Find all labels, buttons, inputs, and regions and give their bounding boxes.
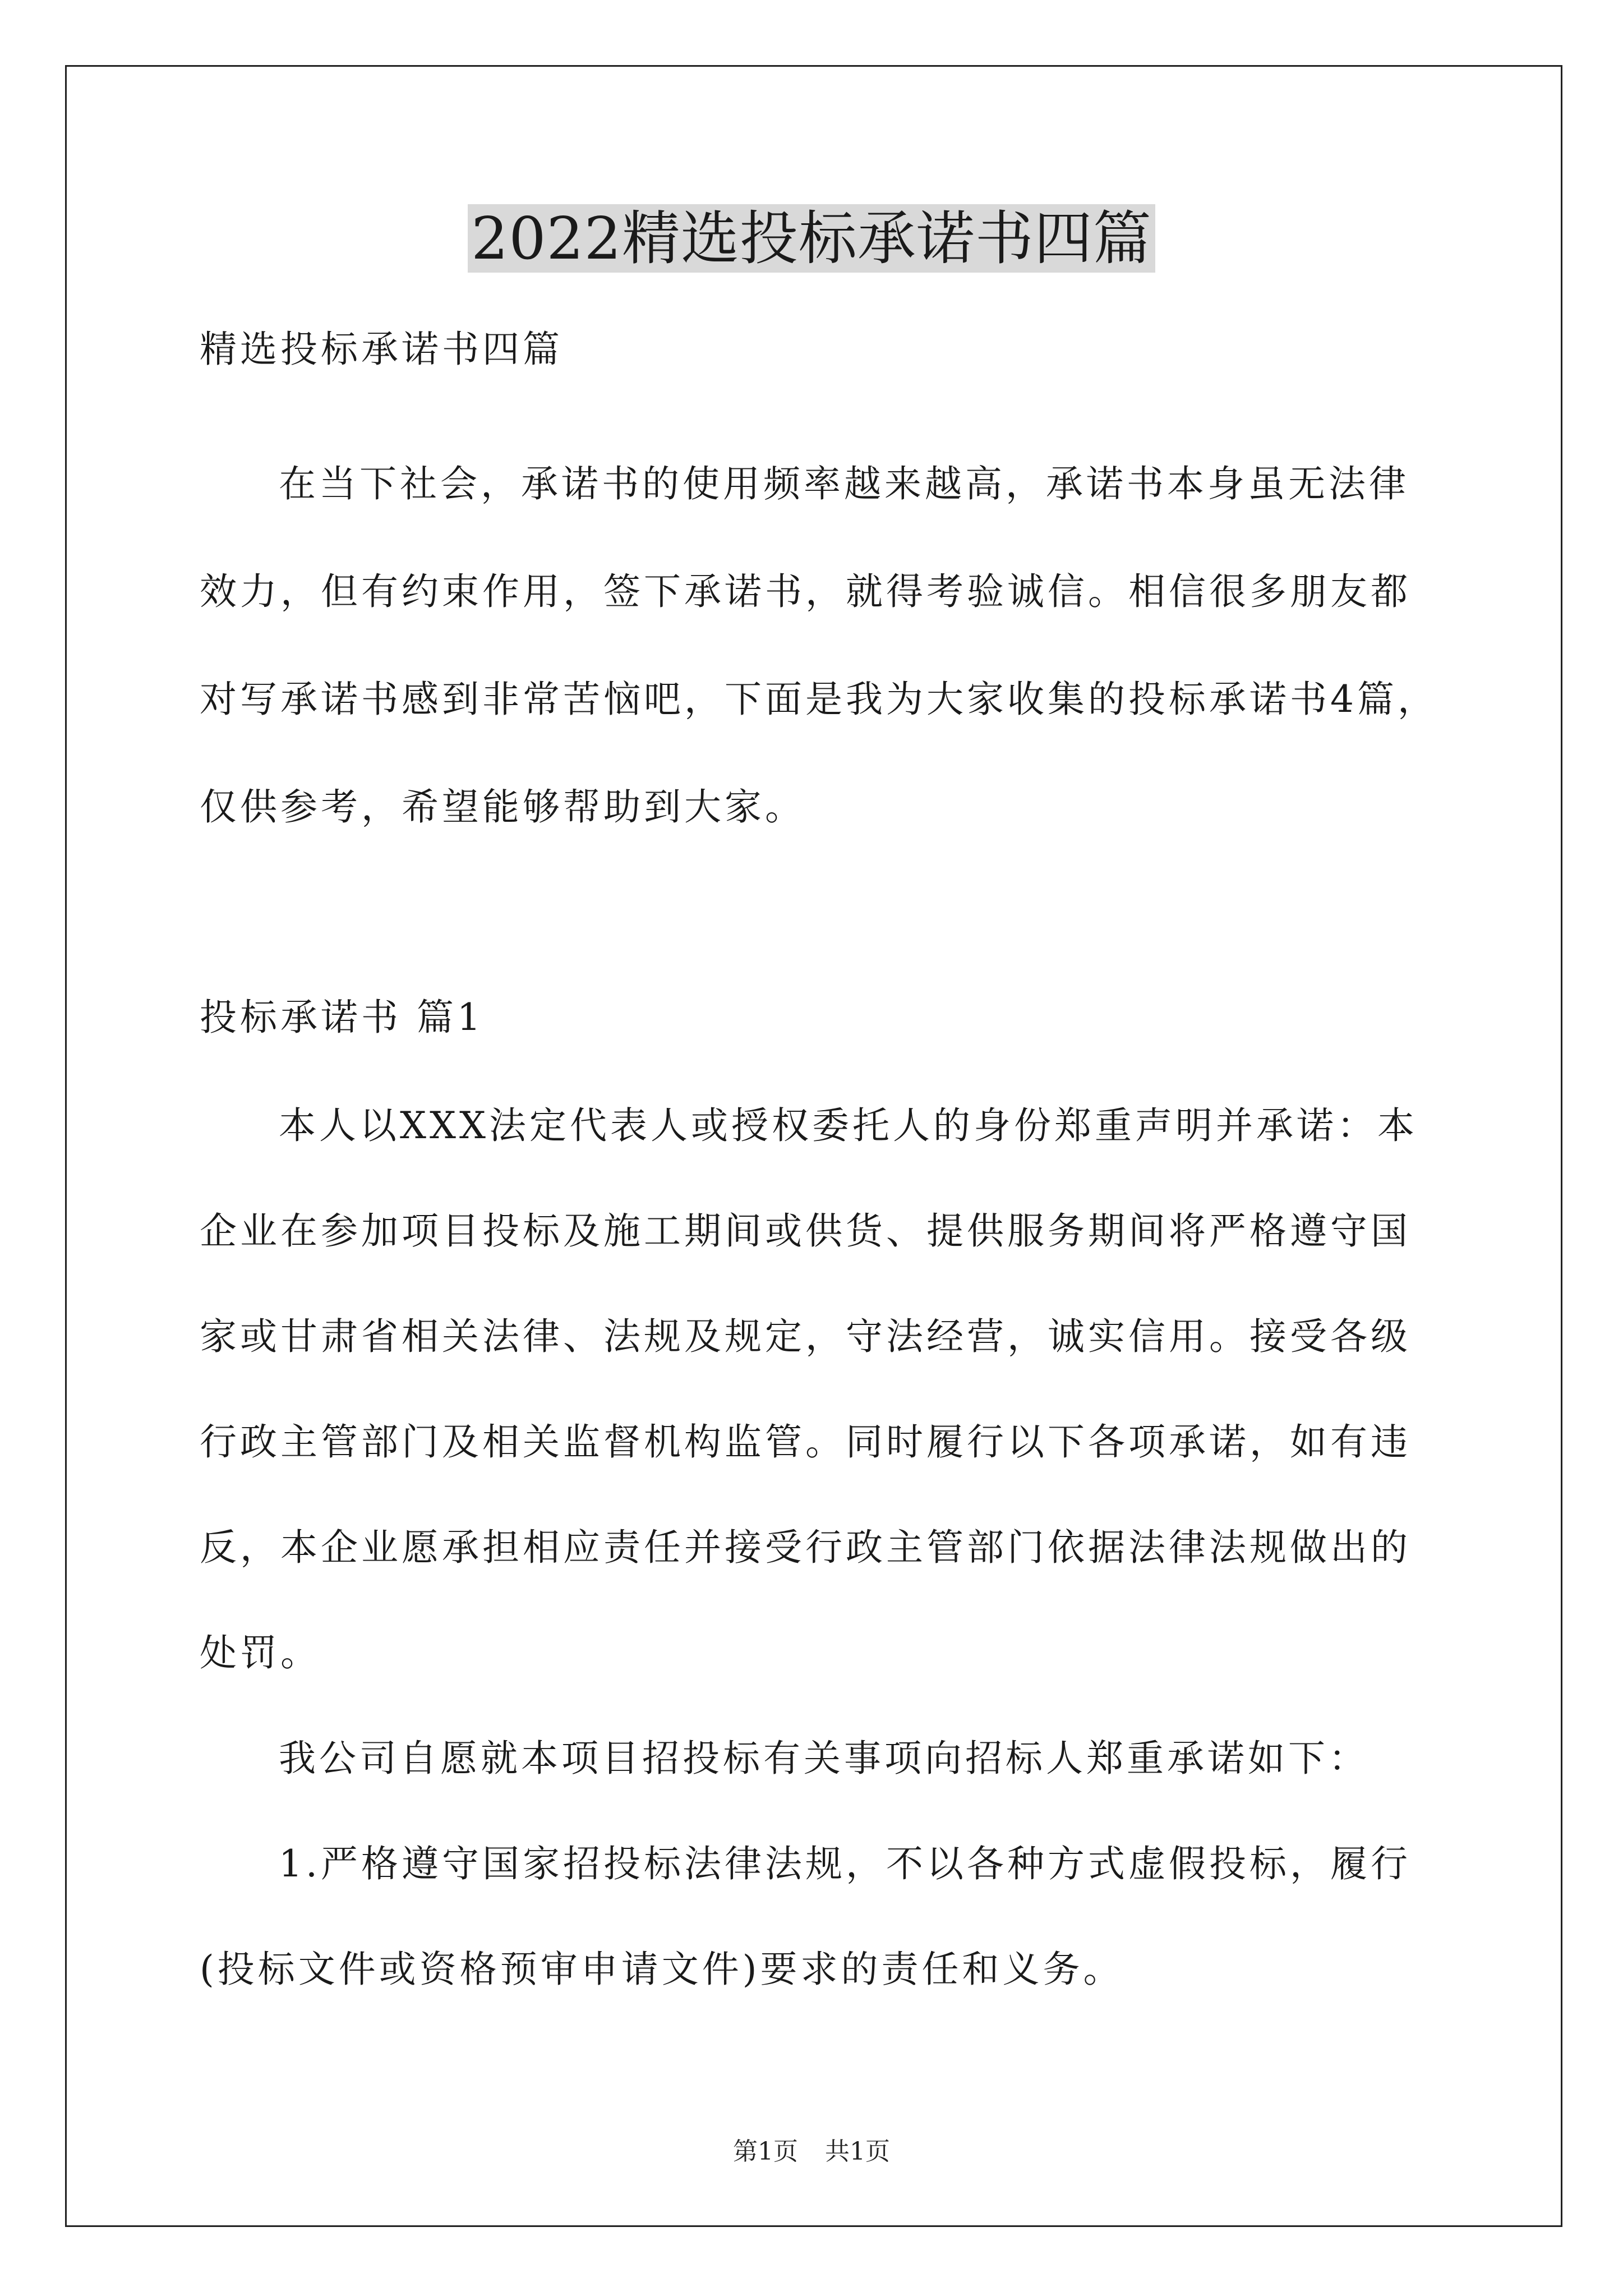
item1-line-1: 1.严格遵守国家招投标法律法规，不以各种方式虚假投标，履行	[279, 1842, 1411, 1885]
section-line-5: 反，本企业愿承担相应责任并接受行政主管部门依据法律法规做出的	[200, 1526, 1411, 1569]
section-heading: 投标承诺书 篇1	[200, 996, 484, 1039]
document-subtitle: 精选投标承诺书四篇	[200, 328, 563, 371]
item1-line-2: (投标文件或资格预审申请文件)要求的责任和义务。	[200, 1948, 1124, 1991]
section-line-3: 家或甘肃省相关法律、法规及规定，守法经营，诚实信用。接受各级	[200, 1315, 1411, 1358]
page-footer	[0, 2135, 1623, 2169]
section-line-4: 行政主管部门及相关监督机构监管。同时履行以下各项承诺，如有违	[200, 1420, 1411, 1464]
intro-line-2: 效力，但有约束作用，签下承诺书，就得考验诚信。相信很多朋友都	[200, 570, 1411, 613]
document-title: 2022精选投标承诺书四篇	[0, 199, 1623, 278]
section-line-6: 处罚。	[200, 1631, 321, 1674]
page-total: 共1页	[825, 2137, 890, 2166]
page-number: 第1页	[733, 2137, 798, 2166]
intro-line-4: 仅供参考，希望能够帮助到大家。	[200, 785, 805, 829]
commit-intro: 我公司自愿就本项目招投标有关事项向招标人郑重承诺如下：	[279, 1737, 1369, 1780]
section-line-1: 本人以XXX法定代表人或授权委托人的身份郑重声明并承诺：本	[279, 1104, 1418, 1147]
section-line-2: 企业在参加项目投标及施工期间或供货、提供服务期间将严格遵守国	[200, 1209, 1411, 1253]
intro-line-1: 在当下社会，承诺书的使用频率越来越高，承诺书本身虽无法律	[279, 462, 1409, 505]
intro-line-3: 对写承诺书感到非常苦恼吧，下面是我为大家收集的投标承诺书4篇，	[200, 678, 1438, 721]
